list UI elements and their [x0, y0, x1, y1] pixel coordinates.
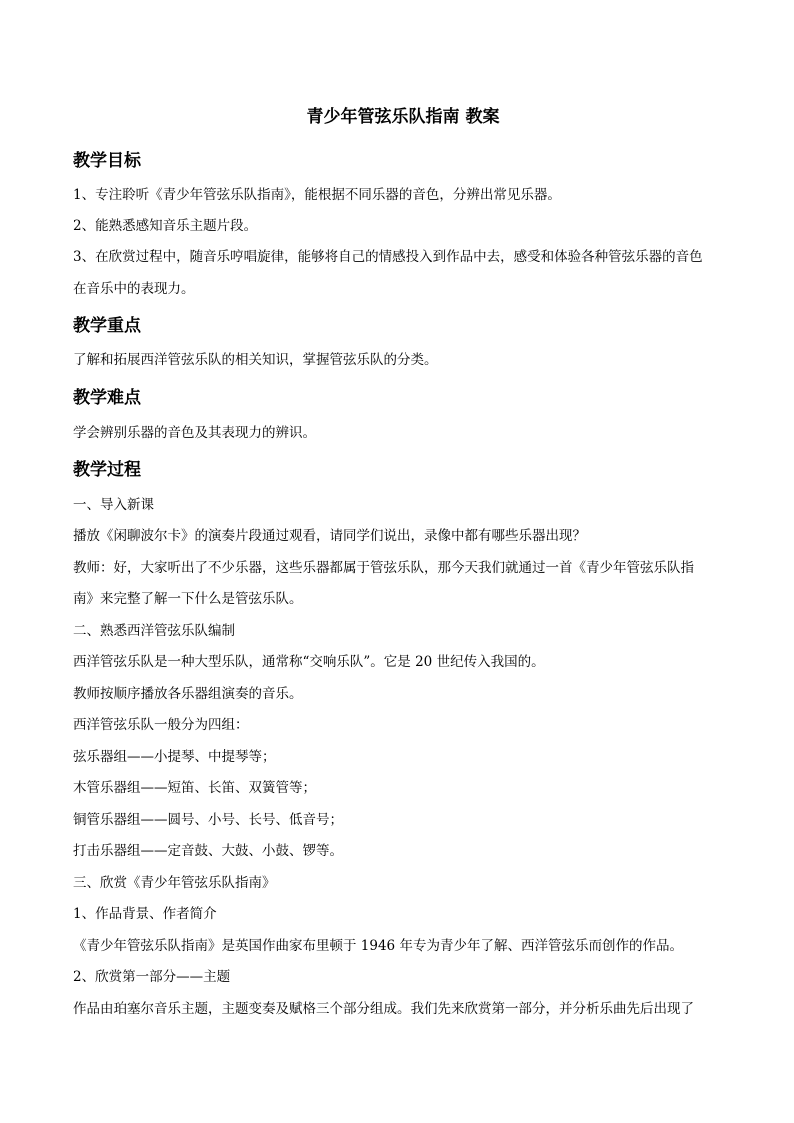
paragraph-line: 1、专注聆听《青少年管弦乐队指南》，能根据不同乐器的音色，分辨出常见乐器。 [73, 187, 561, 203]
paragraph-line: 播放《闲聊波尔卡》的演奏片段通过观看，请同学们说出，录像中都有哪些乐器出现？ [73, 528, 586, 544]
paragraph-line: 木管乐器组——短笛、长笛、双簧管等； [73, 780, 316, 796]
paragraph-line: 打击乐器组——定音鼓、大鼓、小鼓、锣等。 [73, 843, 343, 859]
paragraph-line: 作品由珀塞尔音乐主题，主题变奏及赋格三个部分组成。我们先来欣赏第一部分，并分析乐曲先后出现了 [73, 1001, 694, 1017]
paragraph-line: 西洋管弦乐队是一种大型乐队，通常称“交响乐队”。它是 20 世纪传入我国的。 [73, 654, 545, 670]
paragraph-line: 了解和拓展西洋管弦乐队的相关知识，掌握管弦乐队的分类。 [73, 352, 438, 368]
section-heading-difficulties: 教学难点 [73, 388, 141, 408]
paragraph-line: 2、能熟悉感知音乐主题片段。 [73, 218, 258, 234]
section-heading-process: 教学过程 [73, 460, 141, 480]
paragraph-line: 教师：好，大家听出了不少乐器，这些乐器都属于管弦乐队，那今天我们就通过一首《青少年管弦乐队指 [73, 560, 694, 576]
paragraph-line: 二、熟悉西洋管弦乐队编制 [73, 623, 235, 639]
paragraph-line: 1、作品背景、作者简介 [73, 906, 217, 922]
paragraph-line: 学会辨别乐器的音色及其表现力的辨识。 [73, 425, 316, 441]
document-title: 青少年管弦乐队指南 教案 [306, 107, 500, 127]
paragraph-line: 南》来完整了解一下什么是管弦乐队。 [73, 591, 303, 607]
paragraph-line: 三、欣赏《青少年管弦乐队指南》 [73, 875, 276, 891]
paragraph-line: 弦乐器组——小提琴、中提琴等； [73, 749, 276, 765]
paragraph-line: 2、欣赏第一部分——主题 [73, 969, 231, 985]
paragraph-line: 在音乐中的表现力。 [73, 281, 195, 297]
paragraph-line: 3、在欣赏过程中，随音乐哼唱旋律，能够将自己的情感投入到作品中去，感受和体验各种管弦乐器的音色 [73, 249, 703, 265]
section-heading-key-points: 教学重点 [73, 316, 141, 336]
paragraph-line: 铜管乐器组——圆号、小号、长号、低音号； [73, 812, 343, 828]
section-heading-objectives: 教学目标 [73, 151, 141, 171]
paragraph-line: 西洋管弦乐队一般分为四组： [73, 717, 249, 733]
paragraph-line: 教师按顺序播放各乐器组演奏的音乐。 [73, 686, 303, 702]
paragraph-line: 一、导入新课 [73, 497, 154, 513]
paragraph-line: 《青少年管弦乐队指南》是英国作曲家布里顿于 1946 年专为青少年了解、西洋管弦乐而创作的作品。 [73, 938, 683, 954]
